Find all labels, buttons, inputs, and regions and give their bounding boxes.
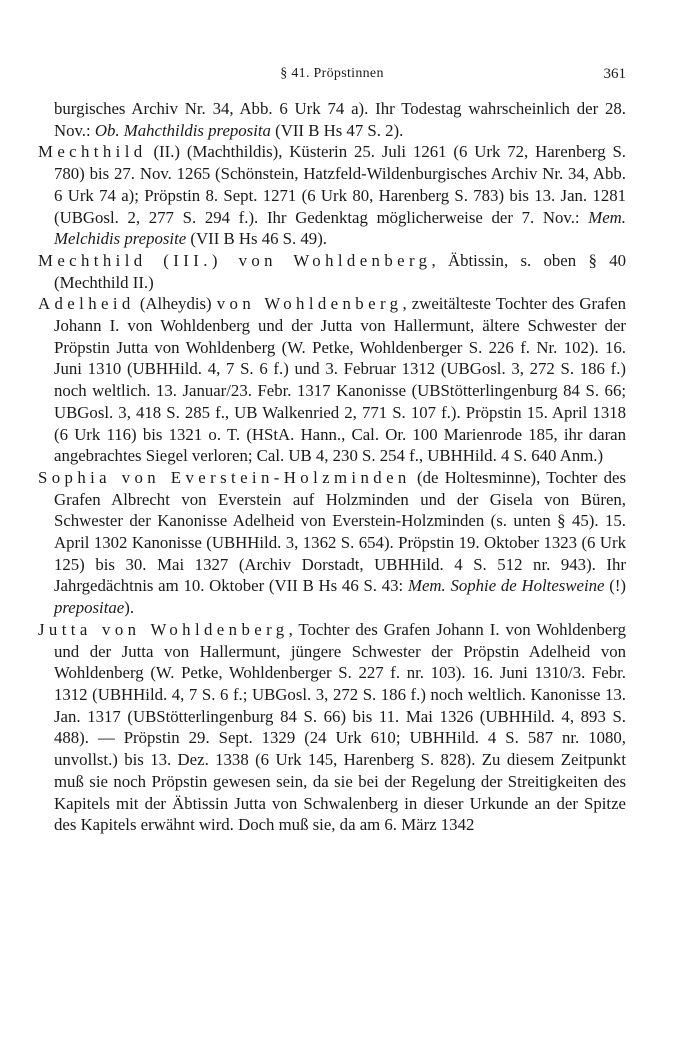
document-body (38, 98, 626, 836)
entry-paragraph (38, 250, 626, 293)
entry-text: , Tochter des Grafen Johann I. von Wohldenberg und der Jutta von Hallermunt, jüngere Schwester der Pröpstin Adelheid von Wohldenberg (W. Petke, Wohldenberger S. 227 f. nr. 103). 16. Juni 1310/3. Febr. 1312 (UBHHild. 4, 7 S. 6 f.; UBGosl. 3, 272 S. 186 f.) noch weltlich. Kanonisse 13. Jan. 1317 (UBStötterlingenburg 84 S. 66) bis 11. Mai 1326 (UBHHild. 4, 893 S. 488). — Pröpstin 29. Sept. 1329 (24 Urk 610; UBHHild. 4 S. 587 nr. 1080, unvollst.) bis 13. Dez. 1338 (6 Urk 145, Harenberg S. 828). Zu diesem Zeitpunkt muß sie noch Pröpstin gewesen sein, da sie bei der Regelung der Streitigkeiten des Kapitels mit der Äbtissin Jutta von Schwalenberg in dieser Urkunde an der Spitze des Kapitels erwähnt wird. Doch muß sie, da am 6. März 1342 (54, 619, 626, 835)
running-head: § 41. Pröpstinnen (280, 66, 384, 81)
entry-name: Mechthild (38, 142, 147, 162)
entry-text: burgisches Archiv Nr. 34, Abb. 6 Urk 74 a). Ihr Todestag wahrscheinlich der 28. Nov.: (54, 99, 626, 140)
entry-paragraph (38, 467, 626, 619)
entry-text: von Wohldenberg (216, 294, 403, 314)
italic-text: Ob. Mahcthildis preposita (94, 120, 271, 140)
entry-name: Sophia von Everstein-Holzminden (38, 467, 411, 487)
entry-text: (Alheydis) (134, 294, 217, 314)
entry-text: (de Holtesminne), Tochter des Grafen Albrecht von Everstein auf Holzminden und der Gisela von Büren, Schwester der Kanonisse Adelheid von Everstein-Holzminden (s. unten § 45). 15. April 1302 Kanonisse (UBHHild. 3, 1362 S. 654). Pröpstin 19. Oktober 1323 (6 Urk 125) bis 30. Mai 1327 (Archiv Dorstadt, UBHHild. 4 S. 512 nr. 943). Ihr Jahrgedächtnis am 10. Oktober (VII B Hs 46 S. 43: (54, 467, 626, 596)
entry-text: , zweitälteste Tochter des Grafen Johann I. von Wohldenberg und der Jutta von Hallermunt, ältere Schwester der Pröpstin Jutta von Wohldenberg (W. Petke, Wohldenberger S. 226 f. Nr. 102). 16. Juni 1310 (UBHHild. 4, 7 S. 6 f.) und 3. Februar 1312 (UBGosl. 3, 272 S. 186 f.) noch weltlich. 13. Januar/23. Febr. 1317 Kanonisse (UBStötterlingenburg 84 S. 66; UBGosl. 3, 418 S. 285 f., UB Walkenried 2, 771 S. 107 f.). Pröpstin 15. April 1318 (6 Urk 116) bis 1321 o. T. (HStA. Hann., Cal. Or. 100 Marienrode 185, ihr daran angebrachtes Siegel verloren; Cal. UB 4, 230 S. 254 f., UBHHild. 4 S. 640 Anm.) (54, 294, 626, 466)
entry-name: Mechthild (III.) von Wohldenberg (38, 250, 432, 270)
entry-name: Jutta von Wohldenberg (38, 619, 289, 639)
entry-paragraph (38, 141, 626, 250)
entry-text: (VII B Hs 46 S. 49). (186, 229, 327, 249)
page-header (38, 66, 626, 86)
italic-text: Mem. Melchidis preposite (54, 207, 626, 249)
entry-paragraph (38, 293, 626, 467)
italic-text: Mem. Sophie de Holtesweine (407, 576, 605, 596)
page-number: 361 (603, 66, 626, 82)
entry-text: , Äbtissin, s. oben § 40 (Mechthild II.) (54, 250, 626, 292)
entry-paragraph (38, 619, 626, 836)
entry-text: (!) (604, 576, 626, 596)
entry-name: Adelheid (38, 294, 135, 314)
entry-text: (VII B Hs 47 S. 2). (270, 120, 404, 140)
entry-paragraph (38, 98, 626, 141)
italic-text: prepositae (54, 598, 125, 618)
entry-text: (II.) (Machthildis), Küsterin 25. Juli 1261 (6 Urk 72, Harenberg S. 780) bis 27. Nov. 1265 (Schönstein, Hatzfeld-Wildenburgisches Archiv Nr. 34, Abb. 6 Urk 74 a); Pröpstin 8. Sept. 1271 (6 Urk 80, Harenberg S. 783) bis 13. Jan. 1281 (UBGosl. 2, 277 S. 294 f.). Ihr Gedenktag möglicherweise der 7. Nov.: (54, 142, 626, 227)
entry-text: ). (124, 598, 135, 618)
